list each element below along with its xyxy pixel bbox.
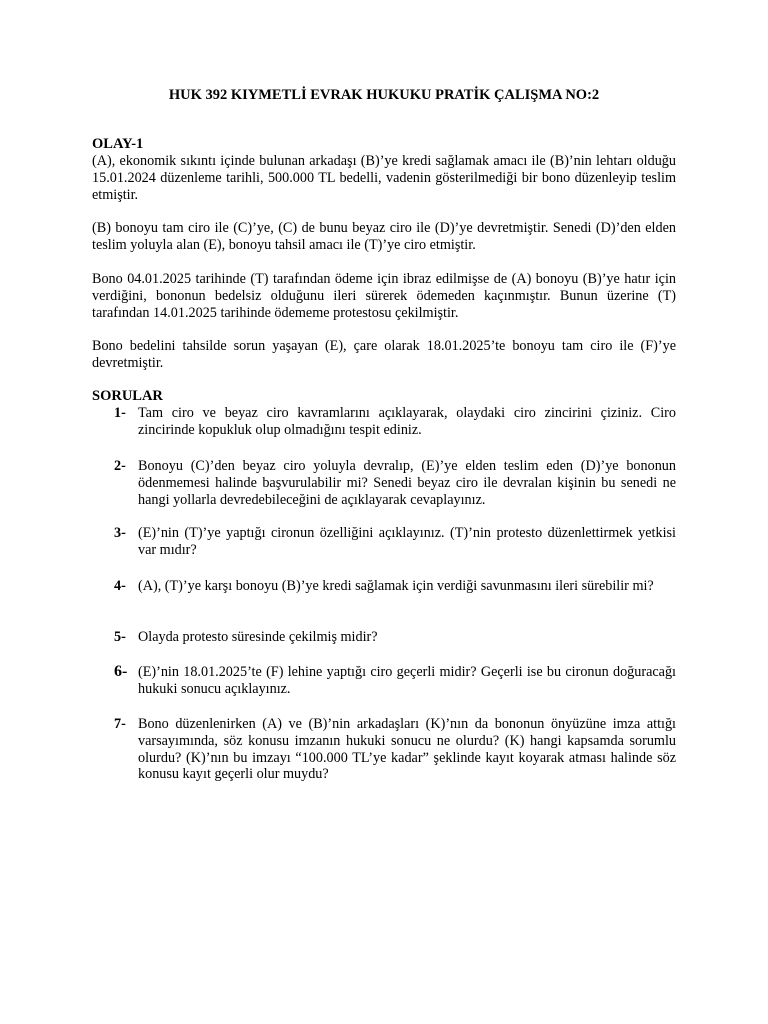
question-number: 7- [114, 716, 126, 732]
questions-heading: SORULAR [92, 388, 163, 404]
question-text: (E)’nin (T)’ye yaptığı cironun özelliğini açıklayınız. (T)’nin protesto düzenlettirmek yetkisi var mıdır? [138, 525, 676, 558]
question-number: 5- [114, 629, 126, 645]
case-paragraph-3: Bono 04.01.2025 tarihinde (T) tarafından ödeme için ibraz edilmişse de (A) bonoyu (B)’ye hatır için verdiğini, bononun bedelsiz olduğunu ileri sürerek ödemeden kaçınmıştır. Bunun üzerine (T) tarafından 14.01.2025 tarihinde ödememe protestosu çekilmiştir. [92, 271, 676, 321]
question-text: (E)’nin 18.01.2025’te (F) lehine yaptığı ciro geçerli midir? Geçerli ise bu cironun doğuracağı hukuki sonucu açıklayınız. [138, 664, 676, 697]
question-text: (A), (T)’ye karşı bonoyu (B)’ye kredi sağlamak için verdiği savunmasını ileri sürebilir mi? [138, 578, 654, 594]
question-number: 4- [114, 578, 126, 594]
question-number: 1- [114, 405, 126, 421]
question-text: Tam ciro ve beyaz ciro kavramlarını açıklayarak, olaydaki ciro zincirini çiziniz. Ciro zincirinde kopukluk olup olmadığını tespit ediniz. [138, 405, 676, 438]
question-text: Bonoyu (C)’den beyaz ciro yoluyla devralıp, (E)’ye elden teslim eden (D)’ye bononun ödenmemesi halinde başvurulabilir mi? Senedi beyaz ciro ile devralan kişinin bu senedi ne hangi yollarla devredebileceğini de açıklayarak cevaplayınız. [138, 458, 676, 508]
question-number: 6- [114, 663, 128, 680]
question-text: Bono düzenlenirken (A) ve (B)’nin arkadaşları (K)’nın da bononun önyüzüne imza attığı varsayımında, söz konusu imzanın hukuki sonucu ne olurdu? (K) hangi kapsamda sorumlu olurdu? (K)’nın bu imzayı “100.000 TL’ye kadar” şeklinde kayıt koyarak atması halinde söz konusu kayıt geçerli olur muydu? [138, 716, 676, 783]
case-heading: OLAY-1 [92, 136, 144, 152]
question-number: 3- [114, 525, 126, 541]
case-paragraph-4: Bono bedelini tahsilde sorun yaşayan (E), çare olarak 18.01.2025’te bonoyu tam ciro ile (F)’ye devretmiştir. [92, 338, 676, 371]
case-paragraph-2: (B) bonoyu tam ciro ile (C)’ye, (C) de bunu beyaz ciro ile (D)’ye devretmiştir. Senedi (D)’den elden teslim yoluyla alan (E), bonoyu tahsil amacı ile (T)’ye ciro etmiştir. [92, 220, 676, 253]
question-text: Olayda protesto süresinde çekilmiş midir? [138, 629, 378, 645]
case-paragraph-1: (A), ekonomik sıkıntı içinde bulunan arkadaşı (B)’ye kredi sağlamak amacı ile (B)’nin lehtarı olduğu 15.01.2024 düzenleme tarihli, 500.000 TL bedelli, vadenin gösterilmediği bir bono düzenleyip teslim etmiştir. [92, 153, 676, 203]
question-number: 2- [114, 458, 126, 474]
document-title: HUK 392 KIYMETLİ EVRAK HUKUKU PRATİK ÇALIŞMA NO:2 [168, 87, 600, 103]
